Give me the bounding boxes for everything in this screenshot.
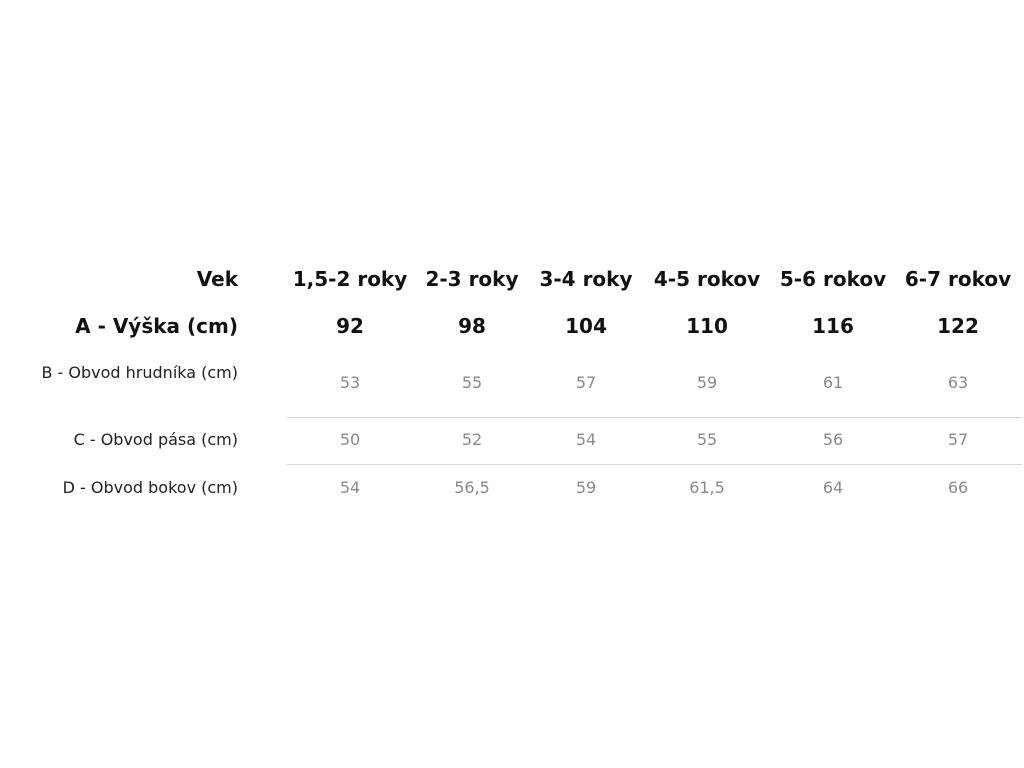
row-label: D - Obvod bokov (cm) xyxy=(62,478,238,497)
table-cell: 56 xyxy=(822,430,844,449)
table-cell: 61 xyxy=(822,373,844,392)
table-cell: 98 xyxy=(458,314,486,338)
row-divider xyxy=(287,464,1022,465)
table-cell: 122 xyxy=(937,314,979,338)
header-cell: 5-6 rokov xyxy=(779,267,887,291)
header-cell: 6-7 rokov xyxy=(904,267,1012,291)
table-cell: 59 xyxy=(575,478,597,497)
table-header-row xyxy=(0,264,1024,294)
header-cell: 4-5 rokov xyxy=(653,267,761,291)
table-row-chest xyxy=(0,361,1024,405)
table-cell: 53 xyxy=(339,373,361,392)
table-cell: 66 xyxy=(947,478,969,497)
table-cell: 54 xyxy=(339,478,361,497)
table-row-hips xyxy=(0,475,1024,501)
table-cell: 57 xyxy=(947,430,969,449)
table-row-waist xyxy=(0,427,1024,453)
row-label: A - Výška (cm) xyxy=(75,314,238,338)
row-label: B - Obvod hrudníka (cm) xyxy=(41,363,238,382)
table-cell: 116 xyxy=(812,314,854,338)
table-cell: 63 xyxy=(947,373,969,392)
table-row-height xyxy=(0,311,1024,341)
table-cell: 55 xyxy=(696,430,718,449)
table-cell: 110 xyxy=(686,314,728,338)
table-cell: 92 xyxy=(336,314,364,338)
header-cell: 3-4 roky xyxy=(539,267,633,291)
table-cell: 61,5 xyxy=(689,478,725,497)
header-label-age: Vek xyxy=(196,267,238,291)
table-cell: 54 xyxy=(575,430,597,449)
row-divider xyxy=(287,417,1022,418)
table-cell: 56,5 xyxy=(454,478,490,497)
row-label: C - Obvod pása (cm) xyxy=(73,430,238,449)
header-cell: 1,5-2 roky xyxy=(292,267,408,291)
table-cell: 64 xyxy=(822,478,844,497)
table-cell: 59 xyxy=(696,373,718,392)
table-cell: 104 xyxy=(565,314,607,338)
table-cell: 55 xyxy=(461,373,483,392)
header-cell: 2-3 roky xyxy=(425,267,519,291)
table-cell: 50 xyxy=(339,430,361,449)
table-cell: 52 xyxy=(461,430,483,449)
table-cell: 57 xyxy=(575,373,597,392)
